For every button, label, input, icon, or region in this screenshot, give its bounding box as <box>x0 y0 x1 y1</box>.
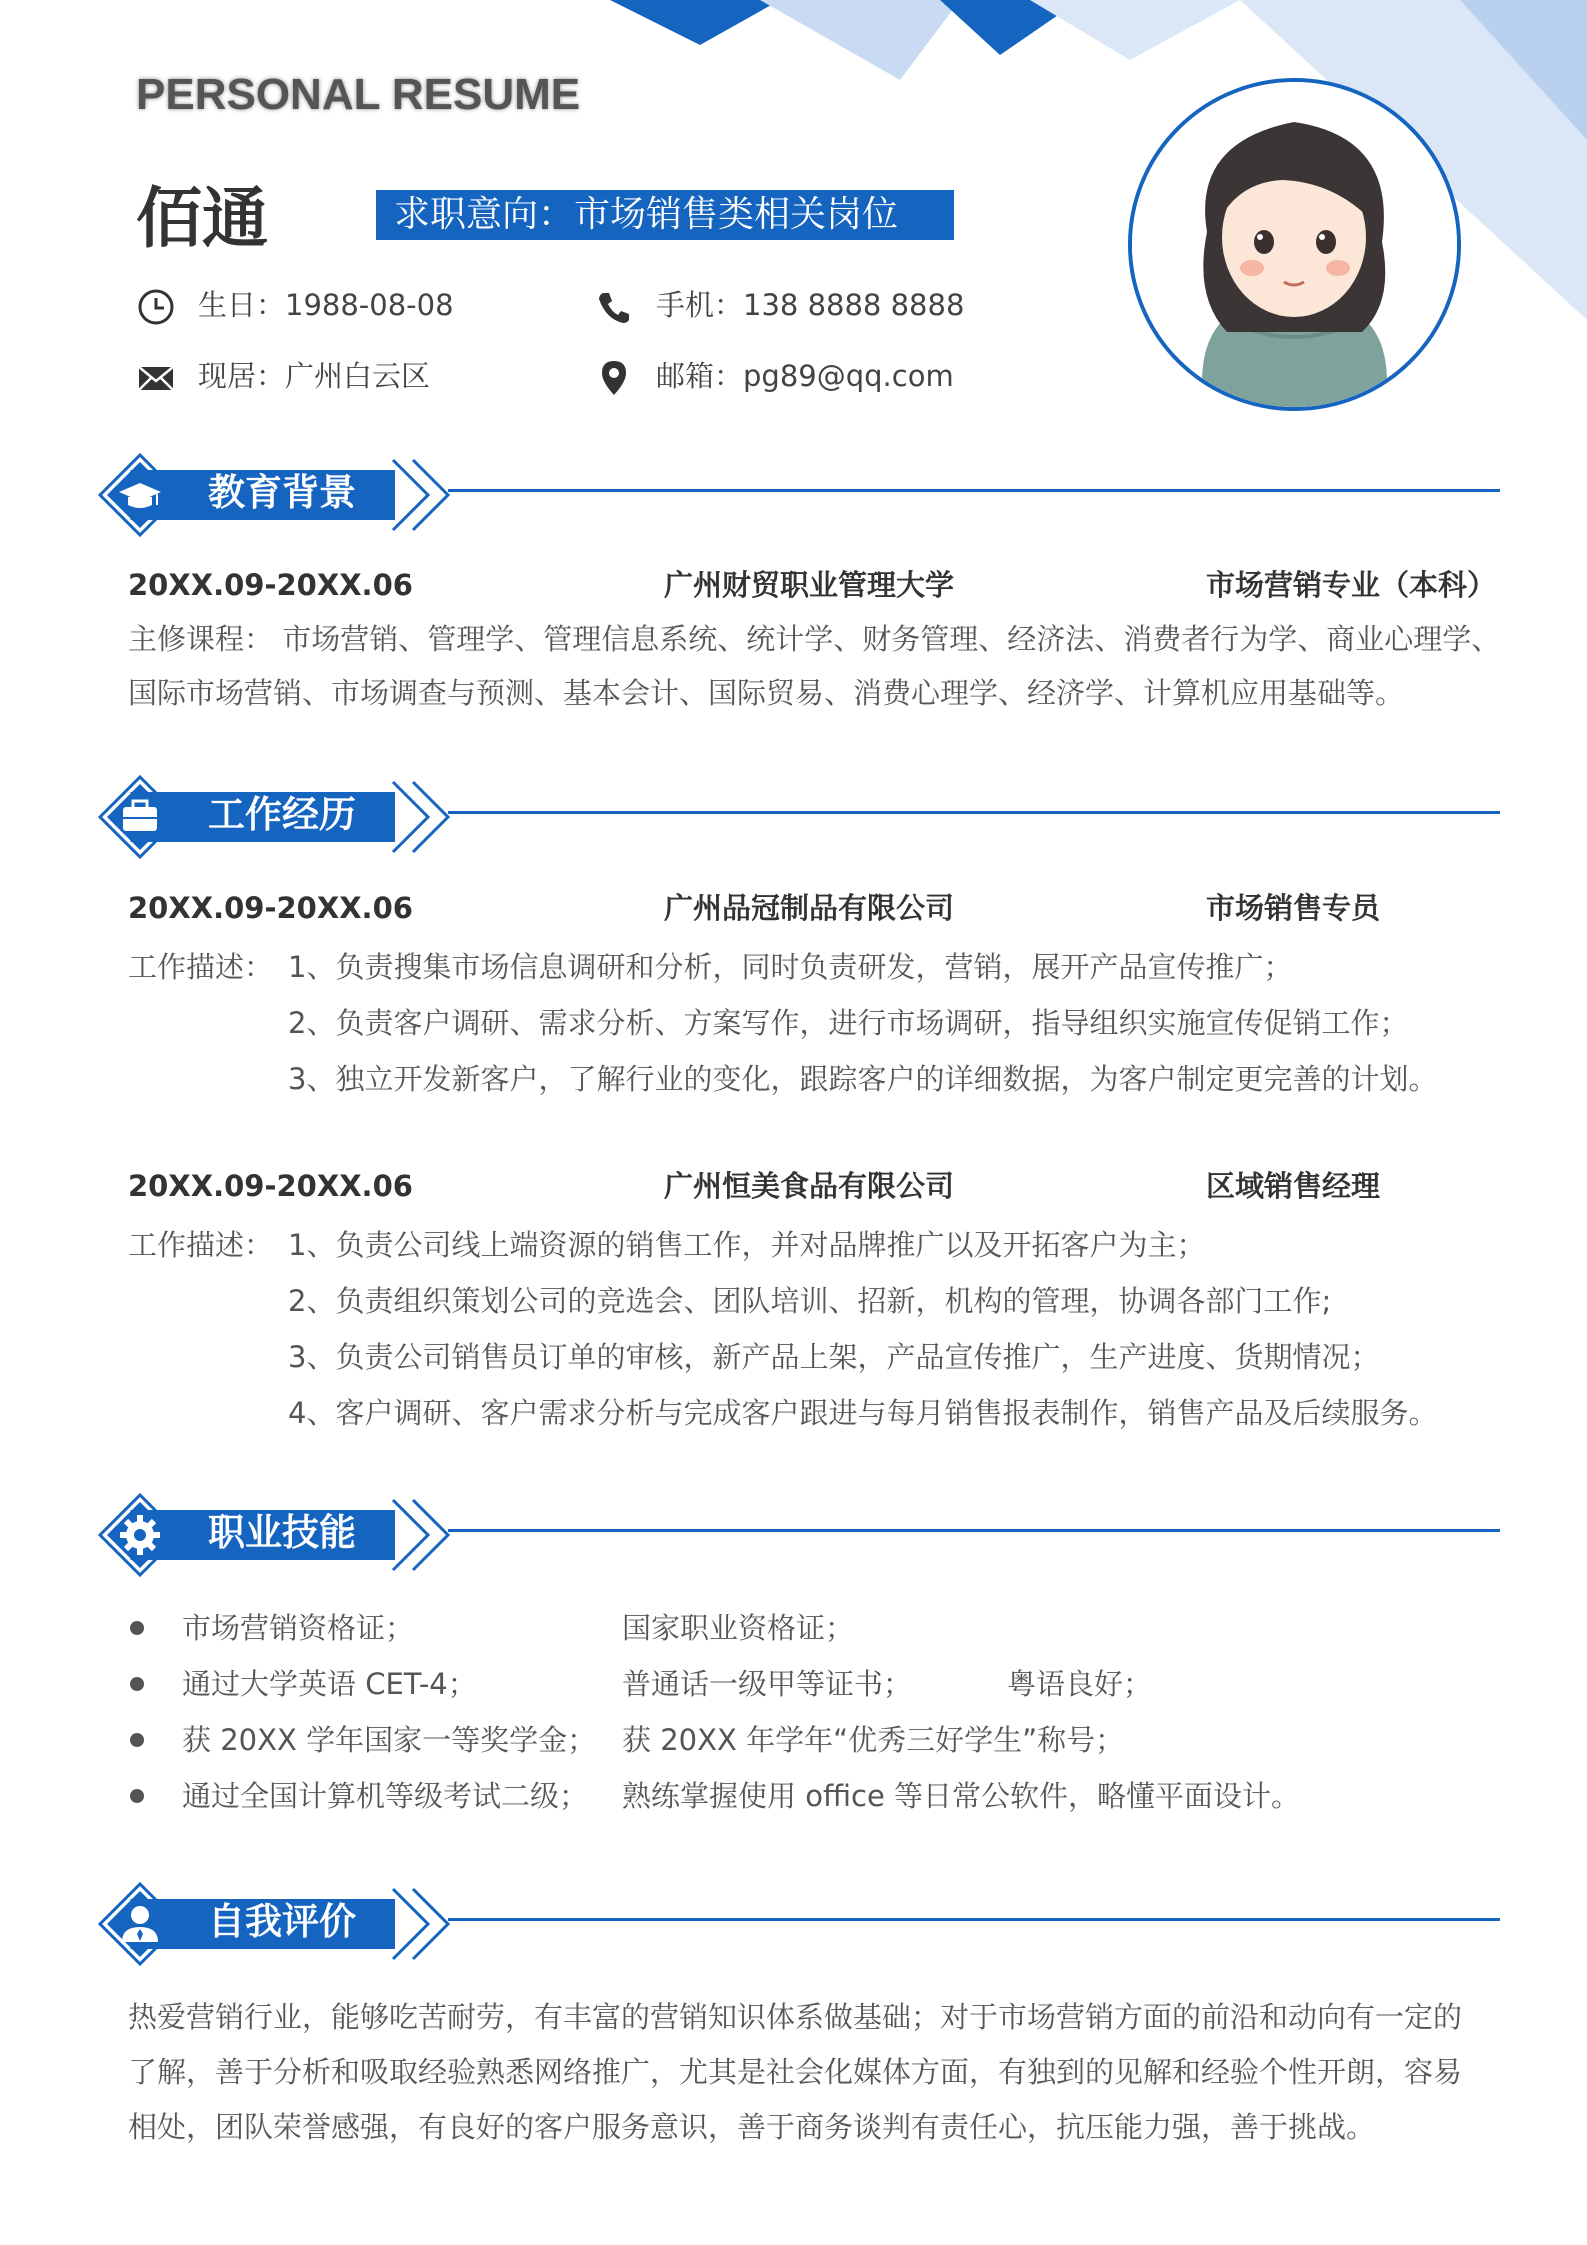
candidate-name: 佰通 <box>136 180 268 257</box>
section-divider <box>448 811 1500 814</box>
skill-item: 市场营销资格证； <box>182 1611 415 1645</box>
job-company: 广州品冠制品有限公司 <box>664 891 955 925</box>
bullet <box>130 1621 144 1635</box>
profile-photo <box>1128 78 1461 411</box>
envelope-icon <box>136 358 176 398</box>
phone-info <box>594 285 964 327</box>
skill-item: 获 20XX 学年国家一等奖学金； <box>182 1723 597 1757</box>
job-period: 20XX.09-20XX.06 <box>128 1169 413 1203</box>
self-eval-line: 了解，善于分析和吸取经验熟悉网络推广，尤其是社会化媒体方面，有独到的见解和经验个性开朗，容易 <box>128 2055 1463 2089</box>
email-info <box>594 356 954 398</box>
location-pin-icon <box>594 358 634 398</box>
section-title-skills: 职业技能 <box>208 1511 356 1554</box>
job-position: 区域销售经理 <box>1206 1169 1381 1203</box>
skill-item: 通过大学英语 CET-4； <box>182 1667 477 1701</box>
job-desc-label: 工作描述： <box>128 950 274 984</box>
job-position: 市场销售专员 <box>1206 891 1381 925</box>
clock-icon <box>136 287 176 327</box>
edu-period: 20XX.09-20XX.06 <box>128 568 413 602</box>
email-text: 邮箱：pg89@qq.com <box>656 359 954 393</box>
phone-icon <box>594 287 634 327</box>
phone-text: 手机：138 8888 8888 <box>656 288 965 322</box>
section-divider <box>448 1918 1500 1921</box>
skill-item: 熟练掌握使用 office 等日常公软件，略懂平面设计。 <box>622 1779 1301 1813</box>
job-desc-label: 工作描述： <box>128 1228 274 1262</box>
job-desc-item: 3、独立开发新客户，了解行业的变化，跟踪客户的详细数据，为客户制定更完善的计划。 <box>288 1062 1438 1096</box>
job-company: 广州恒美食品有限公司 <box>664 1169 955 1203</box>
self-eval-line: 相处，团队荣誉感强，有良好的客户服务意识，善于商务谈判有责任心，抗压能力强，善于挑战。 <box>128 2110 1376 2144</box>
skill-item: 国家职业资格证； <box>622 1611 855 1645</box>
edu-courses-line: 主修课程： 市场营销、管理学、管理信息系统、统计学、财务管理、经济法、消费者行为学、商业心理学、 <box>128 622 1501 656</box>
job-desc-item: 3、负责公司销售员订单的审核，新产品上架，产品宣传推广，生产进度、货期情况； <box>288 1340 1380 1374</box>
job-desc-item: 2、负责客户调研、需求分析、方案写作，进行市场调研，指导组织实施宣传促销工作； <box>288 1006 1409 1040</box>
section-divider <box>448 1529 1500 1532</box>
section-title-education: 教育背景 <box>208 471 356 514</box>
deco-triangle <box>760 0 960 80</box>
birth-text: 生日：1988-08-08 <box>198 288 454 322</box>
section-divider <box>448 489 1500 492</box>
edu-school: 广州财贸职业管理大学 <box>664 568 955 602</box>
job-desc-item: 4、客户调研、客户需求分析与完成客户跟进与每月销售报表制作，销售产品及后续服务。 <box>288 1396 1438 1430</box>
job-desc-item: 2、负责组织策划公司的竞选会、团队培训、招新，机构的管理，协调各部门工作; <box>288 1284 1332 1318</box>
self-eval-line: 热爱营销行业，能够吃苦耐劳，有丰富的营销知识体系做基础；对于市场营销方面的前沿和动向有一定的 <box>128 2000 1463 2034</box>
job-intent-banner: 求职意向：市场销售类相关岗位 <box>376 190 954 240</box>
bullet <box>130 1677 144 1691</box>
skill-item: 粤语良好； <box>1007 1667 1153 1701</box>
section-title-work: 工作经历 <box>208 793 356 836</box>
location-text: 现居：广州白云区 <box>198 359 431 393</box>
job-period: 20XX.09-20XX.06 <box>128 891 413 925</box>
edu-courses-line: 国际市场营销、市场调查与预测、基本会计、国际贸易、消费心理学、经济学、计算机应用基础等。 <box>128 676 1405 710</box>
skill-item: 获 20XX 年学年“优秀三好学生”称号； <box>622 1723 1125 1757</box>
edu-major: 市场营销专业（本科） <box>1206 568 1497 602</box>
location-info <box>136 356 430 398</box>
job-desc-item: 1、负责搜集市场信息调研和分析，同时负责研发，营销，展开产品宣传推广； <box>288 950 1293 984</box>
bullet <box>130 1733 144 1747</box>
gear-icon <box>120 1515 160 1555</box>
avatar <box>1132 82 1457 407</box>
deco-triangle <box>1030 0 1240 60</box>
resume-title-en: PERSONAL RESUME <box>136 70 581 119</box>
skill-item: 通过全国计算机等级考试二级； <box>182 1779 589 1813</box>
skill-item: 普通话一级甲等证书； <box>622 1667 913 1701</box>
section-title-self: 自我评价 <box>208 1900 356 1943</box>
job-desc-item: 1、负责公司线上端资源的销售工作，并对品牌推广以及开拓客户为主； <box>288 1228 1206 1262</box>
birth-info <box>136 285 454 327</box>
bullet <box>130 1789 144 1803</box>
deco-triangle <box>610 0 780 45</box>
